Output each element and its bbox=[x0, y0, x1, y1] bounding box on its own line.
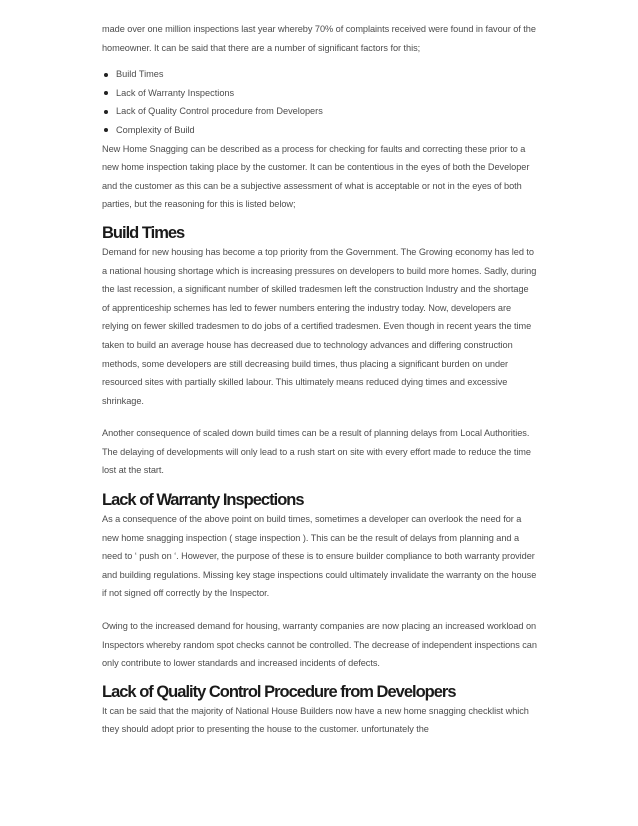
build-times-heading: Build Times bbox=[102, 223, 185, 242]
build-times-paragraph-1: Demand for new housing has become a top priority from the Government. The Growing economy has led to a national housing shortage which is increasing pressures on developers to build more homes. Sadly, during the last recession, a significant number of skilled tradesmen left the construction Industry and the shortage of apprenticeship schemes has led to fewer numbers entering the industry today. Now, developers are relying on fewer skilled tradesmen to do jobs of a certified tradesmen. Even though in recent years the time taken to build an average house has decreased due to technology advances and differing construction methods, some developers are still decreasing build times, thus placing a significant burden on under resourced sites with partially skilled labour. This ultimately means reduced dying times and excessive shrinkage. bbox=[102, 246, 537, 406]
snagging-definition-paragraph: New Home Snagging can be described as a process for checking for faults and correcting these prior to a new home inspection taking place by the customer. It can be contentious in the eyes of both the Developer and the customer as this can be a subjective assessment of what is acceptable or not in the eyes of both parties, but the reasoning for this is listed below; bbox=[102, 143, 530, 210]
quality-paragraph-1: It can be said that the majority of National House Builders now have a new home snagging checklist which they should adopt prior to presenting the house to the customer. unfortunately the bbox=[102, 705, 529, 735]
list-item: Build Times bbox=[102, 65, 538, 84]
list-item: Lack of Quality Control procedure from Developers bbox=[102, 102, 538, 121]
document-page bbox=[102, 20, 538, 739]
quality-heading: Lack of Quality Control Procedure from Developers bbox=[102, 682, 456, 701]
build-times-paragraph-2: Another consequence of scaled down build times can be a result of planning delays from Local Authorities. The delaying of developments will only lead to a rush start on site with every effort made to reduce the time lost at the start. bbox=[102, 428, 531, 476]
warranty-paragraph-1: As a consequence of the above point on build times, sometimes a developer can overlook the need for a new home snagging inspection ( stage inspection ). This can be the result of delays from planning and a need to ‘ push on ‘. However, the purpose of these is to ensure builder compliance to both warranty provider and building regulations. Missing key stage inspections could ultimately invalidate the warranty on the house if not signed off correctly by the Inspector. bbox=[102, 514, 537, 599]
list-item: Lack of Warranty Inspections bbox=[102, 84, 538, 103]
list-item: Complexity of Build bbox=[102, 121, 538, 140]
warranty-heading: Lack of Warranty Inspections bbox=[102, 491, 304, 510]
intro-paragraph: made over one million inspections last year whereby 70% of complaints received were found in favour of the homeowner. It can be said that there are a number of significant factors for this; bbox=[102, 24, 536, 53]
factors-list bbox=[102, 65, 538, 139]
warranty-paragraph-2: Owing to the increased demand for housing, warranty companies are now placing an increased workload on Inspectors whereby random spot checks cannot be controlled. The decrease of independent inspections can only contribute to lower standards and increased incidents of defects. bbox=[102, 621, 537, 669]
